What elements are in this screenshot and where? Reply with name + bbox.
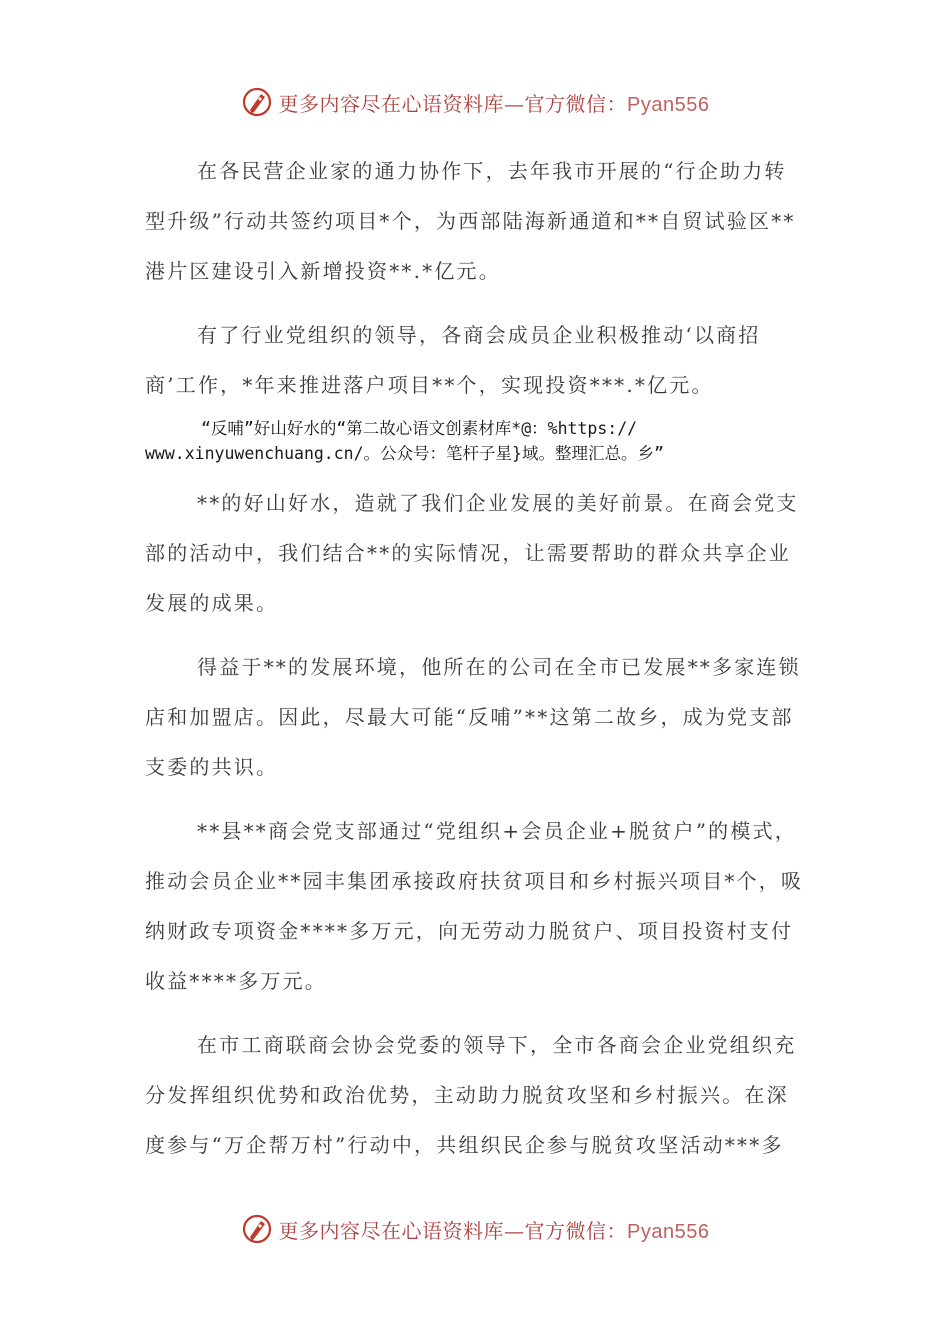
paragraph-4: 得益于**的发展环境，他所在的公司在全市已发展**多家连锁店和加盟店。因此，尽最大可能“反哺”**这第二故乡，成为党支部支委的共识。 <box>145 655 801 779</box>
pen-nib-logo-icon <box>241 86 273 118</box>
note-line-2: www.xinyuwenchuang.cn/。公众号：笔杆子星}域。整理汇总。乡” <box>145 444 664 463</box>
header-wechat-id: Pyan556 <box>627 93 710 116</box>
paragraph-5: **县**商会党支部通过“党组织+会员企业+脱贫户”的模式，推动会员企业**园丰集团承接政府扶贫项目和乡村振兴项目*个，吸纳财政专项资金****多万元，向无劳动力脱贫户、项目投资村支付收益****多万元。 <box>145 819 804 993</box>
note-line-1: “反哺”好山好水的“第二故心语文创素材库*@：%https:// <box>201 419 638 438</box>
footer-wechat-id: Pyan556 <box>627 1220 710 1243</box>
inline-note <box>145 416 805 466</box>
header-banner-text: 更多内容尽在心语资料库—官方微信： <box>278 91 628 116</box>
footer-banner <box>0 1209 950 1249</box>
paragraph-2: 有了行业党组织的领导，各商会成员企业积极推动‘以商招商’工作，*年来推进落户项目**个，实现投资***.*亿元。 <box>145 323 761 397</box>
paragraph-6: 在市工商联商会协会党委的领导下，全市各商会企业党组织充分发挥组织优势和政治优势，主动助力脱贫攻坚和乡村振兴。在深度参与“万企帮万村”行动中，共组织民企参与脱贫攻坚活动***多 <box>145 1033 797 1157</box>
paragraph-1: 在各民营企业家的通力协作下，去年我市开展的“行企助力转型升级”行动共签约项目*个，为西部陆海新通道和**自贸试验区**港片区建设引入新增投资**.*亿元。 <box>145 159 796 283</box>
footer-banner-text: 更多内容尽在心语资料库—官方微信： <box>278 1218 628 1243</box>
pen-nib-logo-icon <box>241 1213 273 1245</box>
document-body <box>145 146 805 1184</box>
header-banner <box>0 82 950 122</box>
paragraph-3: **的好山好水，造就了我们企业发展的美好前景。在商会党支部的活动中，我们结合**的实际情况，让需要帮助的群众共享企业发展的成果。 <box>145 491 799 615</box>
